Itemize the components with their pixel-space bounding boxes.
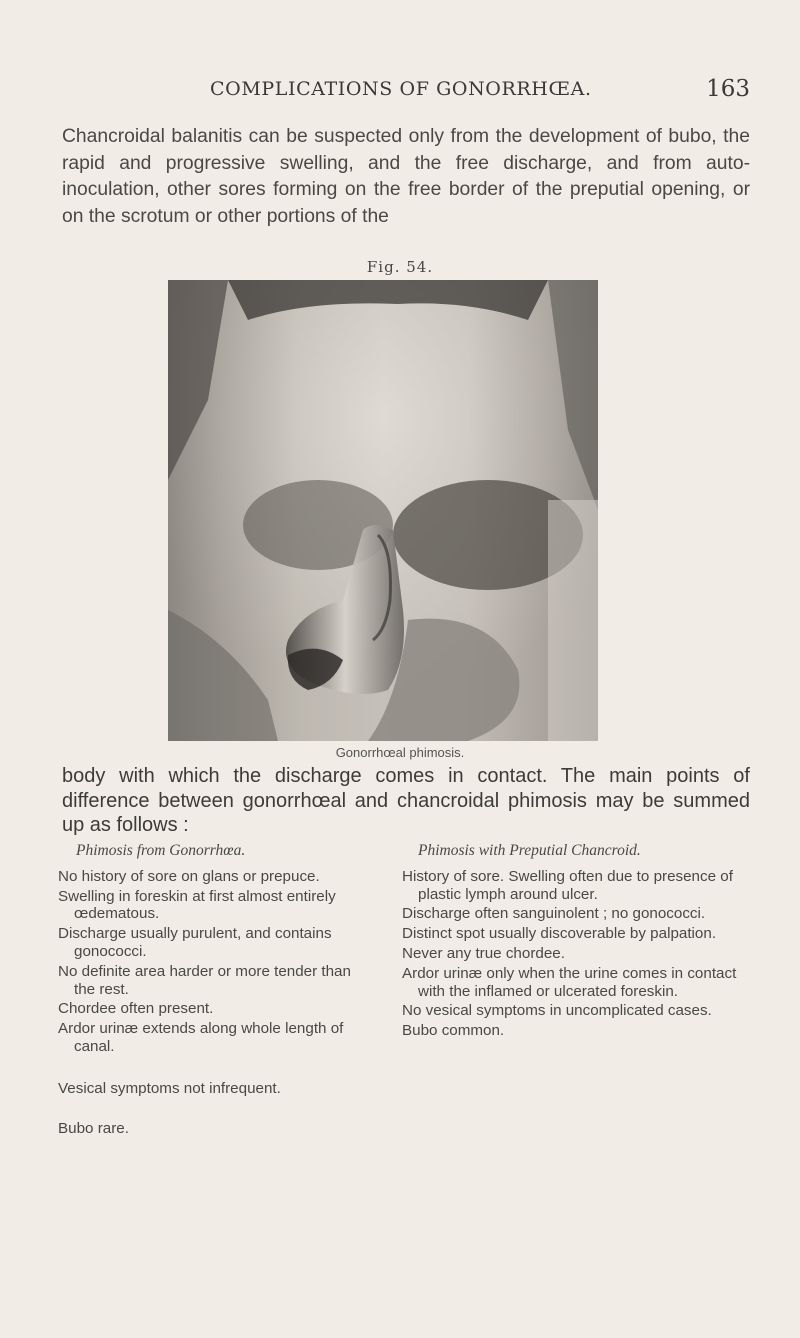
left-item: Bubo rare.	[58, 1119, 129, 1137]
right-item: History of sore. Swelling often due to presence of plastic lymph around ulcer.	[402, 867, 733, 903]
figure-caption: Gonorrhœal phimosis.	[335, 745, 465, 760]
page-number: 163	[706, 76, 750, 102]
left-item: Chordee often present.	[58, 1000, 214, 1018]
left-item: Ardor urinæ extends along whole length of canal.	[58, 1020, 344, 1055]
photograph-image	[168, 280, 598, 741]
right-column-heading: Phimosis with Preputial Chancroid.	[418, 842, 641, 859]
left-column-heading: Phimosis from Gonorrhœa.	[76, 842, 246, 859]
right-item: No vesical symptoms in uncomplicated cases.	[402, 1002, 712, 1020]
left-item: No definite area harder or more tender than the rest.	[58, 962, 351, 998]
right-item: Bubo common.	[402, 1022, 505, 1040]
intro-paragraph: Chancroidal balanitis can be suspected only from the development of bubo, the rapid and progressive swelling, and the free discharge, and from auto-inoculation, other sores forming on the free border of the preputial opening, or on the scrotum or other portions of the	[62, 126, 750, 227]
left-item: Swelling in foreskin at first almost entirely œdematous.	[58, 887, 336, 923]
running-title: COMPLICATIONS OF GONORRHŒA.	[210, 78, 592, 100]
running-head	[60, 78, 750, 108]
comparison-left-column	[58, 842, 376, 1139]
figure-label: Fig. 54.	[366, 258, 434, 276]
comparison-right-column	[402, 842, 738, 1042]
left-item: Vesical symptoms not infrequent.	[58, 1079, 281, 1097]
left-item: Discharge usually purulent, and contains gonococci.	[58, 925, 332, 960]
right-item: Ardor urinæ only when the urine comes in contact with the inflamed or ulcerated foreskin.	[402, 964, 737, 1000]
right-item: Distinct spot usually discoverable by palpation.	[402, 925, 717, 943]
body-paragraph: body with which the discharge comes in contact. The main points of difference between gonorrhœal and chancroidal phimosis may be summed up as follows :	[62, 765, 750, 836]
right-item: Never any true chordee.	[402, 944, 565, 962]
left-item: No history of sore on glans or prepuce.	[58, 867, 320, 885]
right-item: Discharge often sanguinolent ; no gonococci.	[402, 905, 706, 923]
figure-photograph	[168, 280, 598, 741]
